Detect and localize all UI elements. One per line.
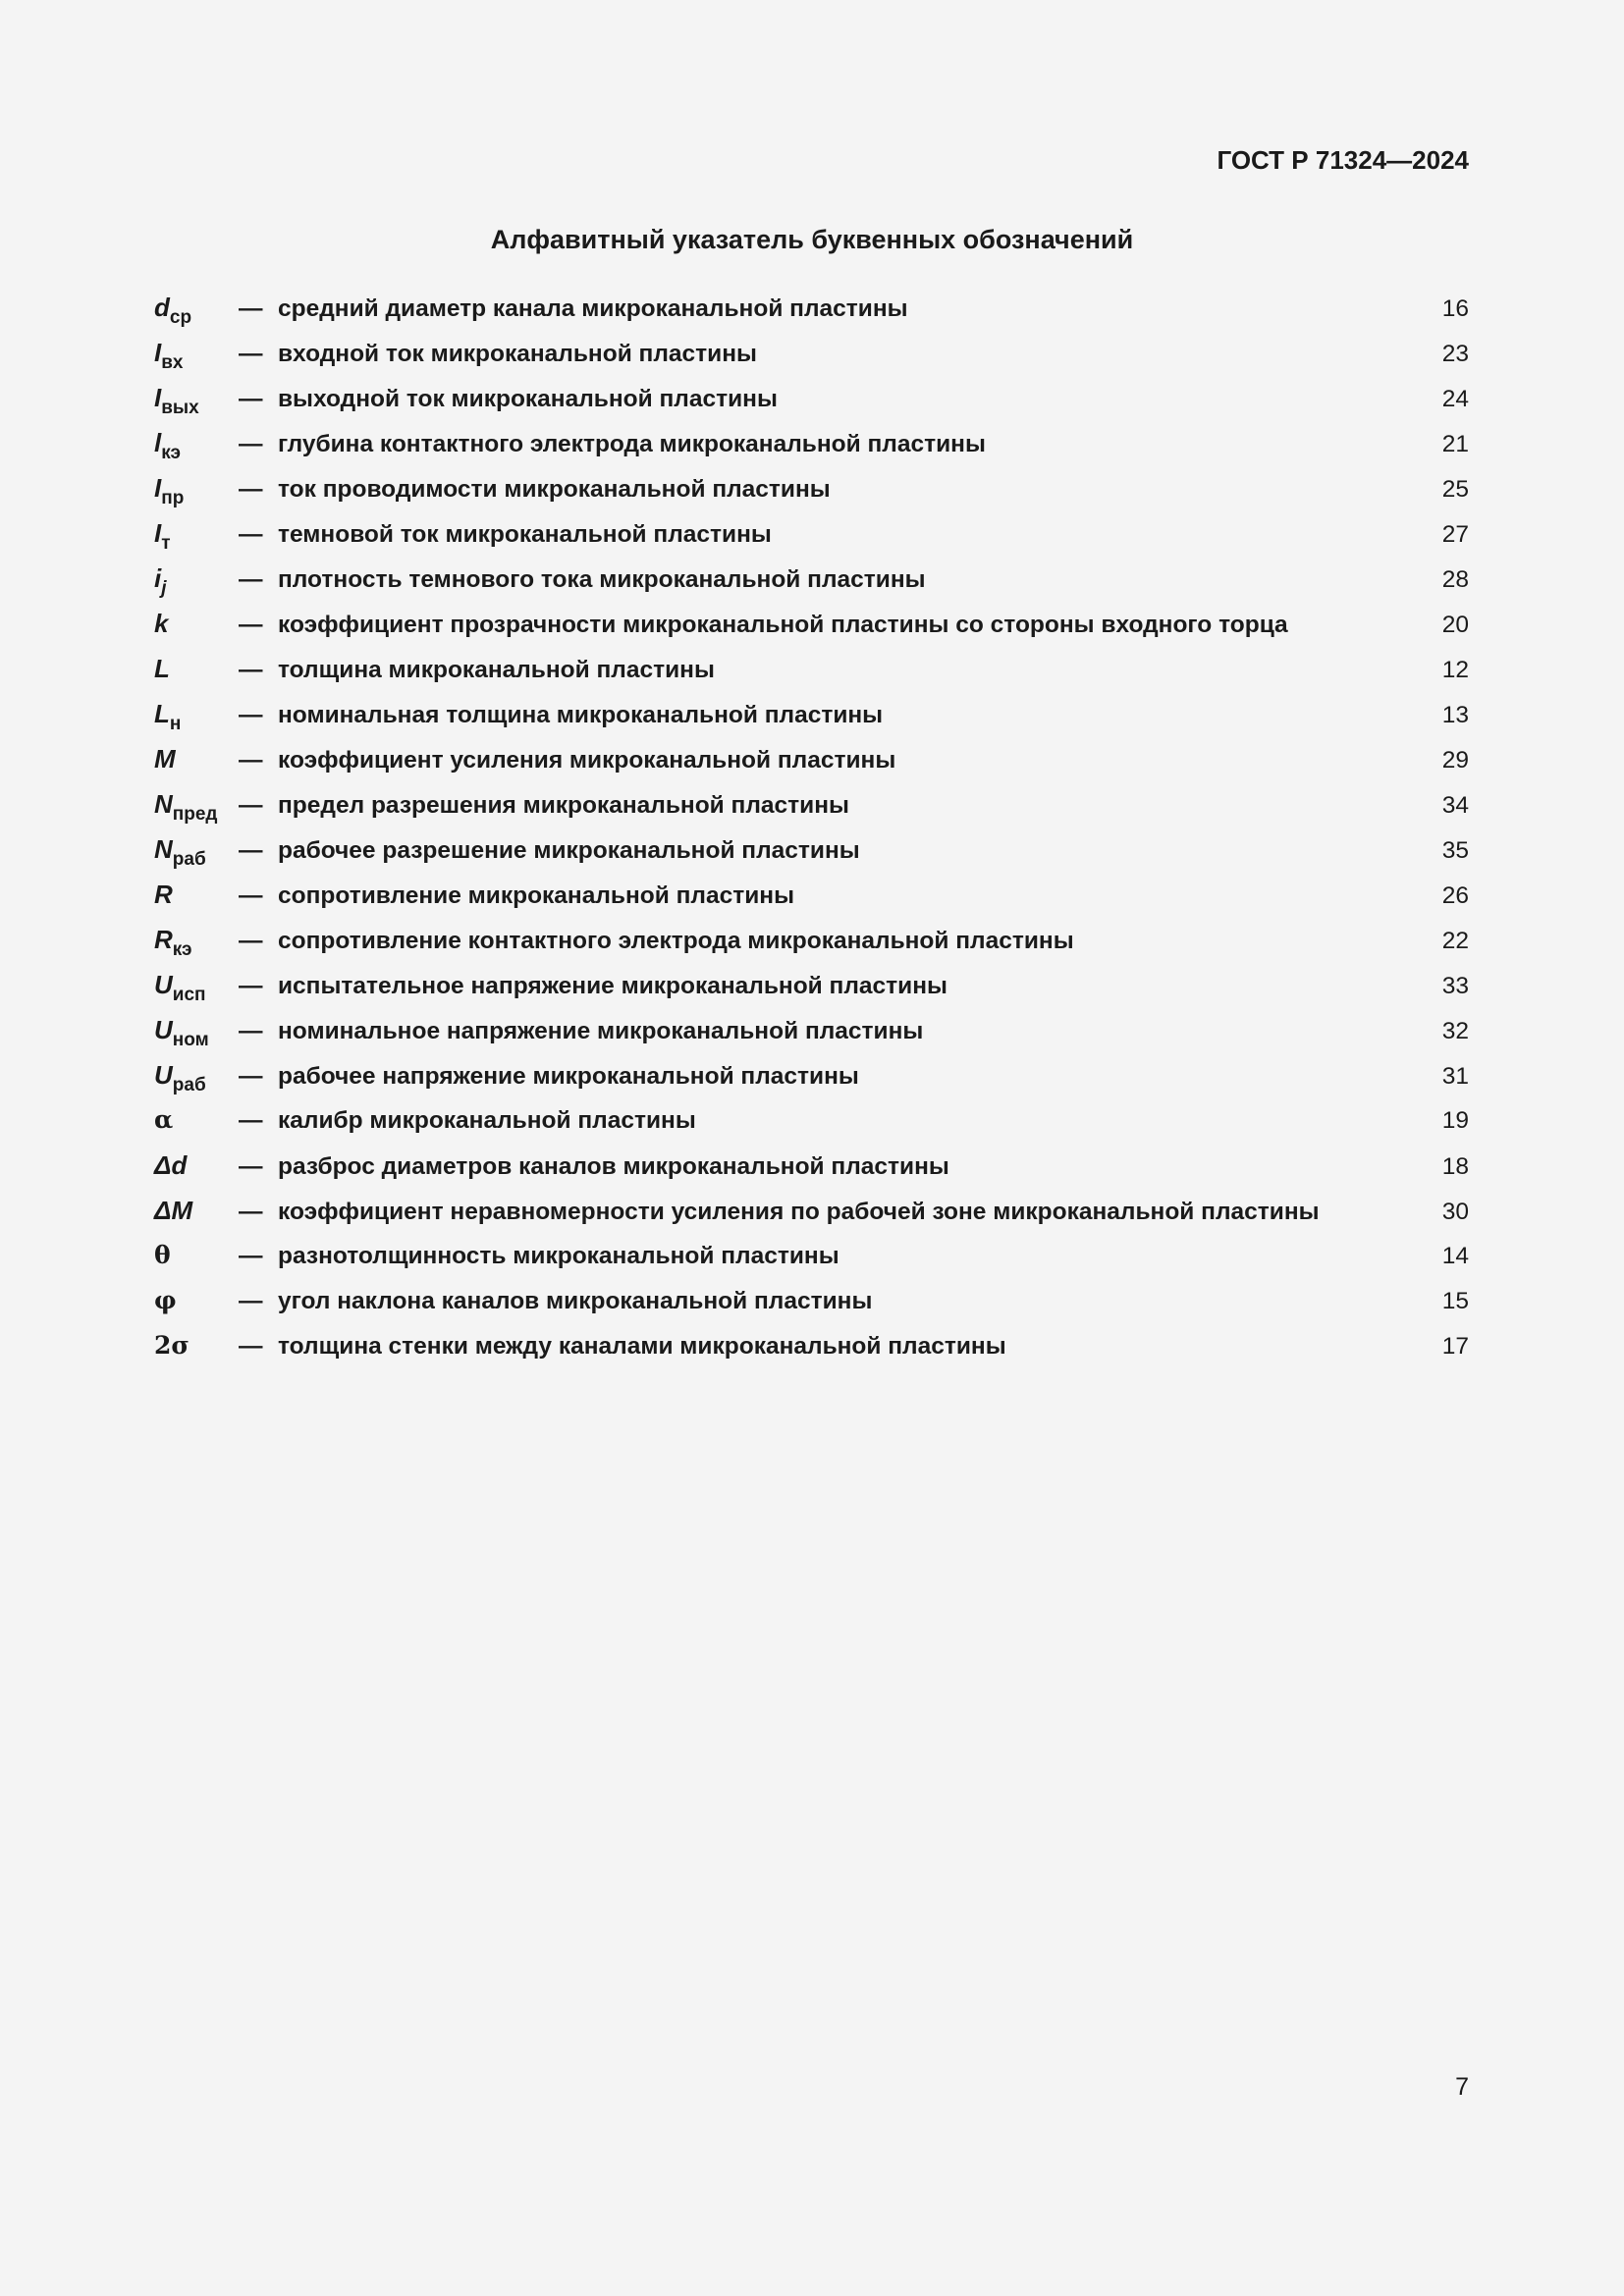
symbol-base: φ [154, 1286, 177, 1314]
symbol-description: сопротивление контактного электрода микроканальной пластины [278, 928, 1074, 954]
page-reference: 24 [1441, 386, 1469, 412]
index-entry [154, 428, 1469, 473]
dash-separator: — [239, 1333, 263, 1360]
symbol-base: N [154, 834, 173, 864]
page-reference: 31 [1441, 1063, 1469, 1090]
index-entry [154, 293, 1469, 338]
index-entry [154, 1196, 1469, 1241]
symbol-base: U [154, 1015, 173, 1044]
symbol [154, 1196, 239, 1226]
page-reference: 12 [1441, 657, 1469, 683]
index-entry [154, 473, 1469, 518]
symbol-base: α [154, 1105, 174, 1134]
symbol-base: U [154, 970, 173, 999]
symbol-subscript: раб [172, 1075, 206, 1095]
page-reference: 29 [1441, 747, 1469, 774]
dash-separator: — [239, 1107, 263, 1134]
dash-separator: — [239, 1243, 263, 1269]
symbol-base: i [154, 563, 162, 593]
page-reference: 17 [1441, 1333, 1469, 1360]
dash-separator: — [239, 295, 263, 322]
symbol-base: R [154, 925, 173, 954]
symbol [154, 518, 239, 554]
symbol-base: R [154, 880, 173, 909]
page-reference: 28 [1441, 566, 1469, 593]
symbol-base: U [154, 1060, 173, 1090]
index-entry [154, 1015, 1469, 1060]
symbol-description: средний диаметр канала микроканальной пластины [278, 295, 908, 322]
dash-separator: — [239, 1199, 263, 1225]
symbol [154, 1331, 239, 1361]
symbol-description: входной ток микроканальной пластины [278, 341, 757, 367]
index-entry [154, 563, 1469, 609]
page-reference: 25 [1441, 476, 1469, 503]
symbol-base: Δd [154, 1150, 188, 1180]
symbol-description: разброс диаметров каналов микроканальной пластины [278, 1153, 949, 1180]
symbol-base: k [154, 609, 169, 638]
dash-separator: — [239, 882, 263, 909]
index-entry [154, 1060, 1469, 1105]
symbol-description: темновой ток микроканальной пластины [278, 521, 772, 548]
symbol [154, 473, 239, 508]
symbol [154, 789, 239, 825]
symbol-subscript: j [161, 578, 167, 599]
page-reference: 13 [1441, 702, 1469, 728]
index-entry [154, 1150, 1469, 1196]
dash-separator: — [239, 747, 263, 774]
symbol-description: номинальное напряжение микроканальной пластины [278, 1018, 924, 1044]
symbol [154, 834, 239, 870]
dash-separator: — [239, 431, 263, 457]
symbol [154, 744, 239, 774]
dash-separator: — [239, 1063, 263, 1090]
index-entry [154, 834, 1469, 880]
symbol-subscript: вых [161, 398, 199, 418]
index-entry [154, 744, 1469, 789]
symbol [154, 654, 239, 684]
index-entry [154, 383, 1469, 428]
symbol-description: рабочее напряжение микроканальной пластины [278, 1063, 859, 1090]
index-entry [154, 925, 1469, 970]
symbol-description: испытательное напряжение микроканальной пластины [278, 973, 947, 999]
symbol-description: плотность темнового тока микроканальной пластины [278, 566, 926, 593]
symbol-base: I [154, 338, 162, 367]
symbol-description: толщина микроканальной пластины [278, 657, 715, 683]
symbol-subscript: н [169, 714, 182, 734]
page-reference: 22 [1441, 928, 1469, 954]
page-reference: 33 [1441, 973, 1469, 999]
symbol-base: N [154, 789, 173, 819]
symbol-index-list [154, 293, 1469, 1376]
symbol-base: I [154, 473, 162, 503]
page-title: Алфавитный указатель буквенных обозначений [490, 225, 1134, 254]
symbol-subscript: кэ [172, 939, 192, 960]
symbol-base: l [154, 428, 162, 457]
dash-separator: — [239, 928, 263, 954]
page-reference: 27 [1441, 521, 1469, 548]
symbol-description: глубина контактного электрода микроканальной пластины [278, 431, 986, 457]
symbol [154, 383, 239, 418]
symbol-description: предел разрешения микроканальной пластины [278, 792, 849, 819]
index-entry [154, 1105, 1469, 1150]
page-reference: 14 [1441, 1243, 1469, 1269]
index-entry [154, 654, 1469, 699]
dash-separator: — [239, 973, 263, 999]
symbol-subscript: т [161, 533, 171, 554]
page-reference: 19 [1441, 1107, 1469, 1134]
symbol-subscript: исп [172, 985, 206, 1005]
dash-separator: — [239, 386, 263, 412]
page-reference: 26 [1441, 882, 1469, 909]
dash-separator: — [239, 837, 263, 864]
index-entry [154, 699, 1469, 744]
page-reference: 18 [1441, 1153, 1469, 1180]
index-entry [154, 789, 1469, 834]
page-reference: 15 [1441, 1288, 1469, 1314]
symbol [154, 428, 239, 463]
symbol-description: рабочее разрешение микроканальной пластины [278, 837, 860, 864]
symbol-description: толщина стенки между каналами микроканальной пластины [278, 1333, 1006, 1360]
symbol-description: коэффициент прозрачности микроканальной пластины со стороны входного торца [278, 612, 1288, 638]
symbol [154, 338, 239, 373]
symbol-base: ΔM [154, 1196, 193, 1225]
symbol [154, 1241, 239, 1270]
symbol [154, 1060, 239, 1095]
page-reference: 34 [1441, 792, 1469, 819]
index-entry [154, 1286, 1469, 1331]
symbol-subscript: пред [172, 804, 218, 825]
page-number: 7 [1455, 2073, 1469, 2101]
symbol [154, 880, 239, 910]
symbol [154, 293, 239, 328]
page-reference: 32 [1441, 1018, 1469, 1044]
index-entry [154, 338, 1469, 383]
symbol [154, 563, 239, 599]
symbol-subscript: раб [172, 849, 206, 870]
symbol-subscript: кэ [161, 443, 181, 463]
symbol [154, 970, 239, 1005]
index-entry [154, 970, 1469, 1015]
symbol-base: I [154, 518, 162, 548]
symbol-base: d [154, 293, 170, 322]
dash-separator: — [239, 1018, 263, 1044]
symbol-description: разнотолщинность микроканальной пластины [278, 1243, 839, 1269]
symbol-base: L [154, 654, 170, 683]
index-entry [154, 1331, 1469, 1376]
symbol-base: 2σ [154, 1331, 189, 1360]
page-reference: 20 [1441, 612, 1469, 638]
dash-separator: — [239, 476, 263, 503]
symbol [154, 925, 239, 960]
index-entry [154, 1241, 1469, 1286]
symbol-base: L [154, 699, 170, 728]
symbol-subscript: вх [161, 352, 184, 373]
symbol-description: номинальная толщина микроканальной пластины [278, 702, 884, 728]
symbol-description: угол наклона каналов микроканальной пластины [278, 1288, 873, 1314]
symbol-description: выходной ток микроканальной пластины [278, 386, 778, 412]
index-entry [154, 609, 1469, 654]
symbol-subscript: ср [169, 307, 192, 328]
symbol-base: M [154, 744, 176, 774]
dash-separator: — [239, 1153, 263, 1180]
symbol-description: калибр микроканальной пластины [278, 1107, 696, 1134]
dash-separator: — [239, 792, 263, 819]
dash-separator: — [239, 702, 263, 728]
symbol [154, 1286, 239, 1315]
page-reference: 23 [1441, 341, 1469, 367]
dash-separator: — [239, 612, 263, 638]
symbol [154, 699, 239, 734]
symbol-subscript: пр [161, 488, 185, 508]
page-reference: 30 [1441, 1199, 1469, 1225]
symbol-base: I [154, 383, 162, 412]
dash-separator: — [239, 657, 263, 683]
symbol-description: коэффициент усиления микроканальной пластины [278, 747, 896, 774]
document-code: ГОСТ Р 71324—2024 [1217, 145, 1469, 175]
dash-separator: — [239, 1288, 263, 1314]
symbol-description: коэффициент неравномерности усиления по рабочей зоне микроканальной пластины [278, 1199, 1320, 1225]
symbol-description: ток проводимости микроканальной пластины [278, 476, 831, 503]
symbol [154, 1015, 239, 1050]
symbol [154, 1105, 239, 1135]
page-reference: 16 [1441, 295, 1469, 322]
dash-separator: — [239, 566, 263, 593]
symbol-description: сопротивление микроканальной пластины [278, 882, 795, 909]
symbol-subscript: ном [172, 1030, 209, 1050]
dash-separator: — [239, 341, 263, 367]
index-entry [154, 518, 1469, 563]
index-entry [154, 880, 1469, 925]
dash-separator: — [239, 521, 263, 548]
symbol-base: θ [154, 1241, 171, 1269]
page-reference: 21 [1441, 431, 1469, 457]
symbol [154, 1150, 239, 1181]
page-reference: 35 [1441, 837, 1469, 864]
symbol [154, 609, 239, 639]
